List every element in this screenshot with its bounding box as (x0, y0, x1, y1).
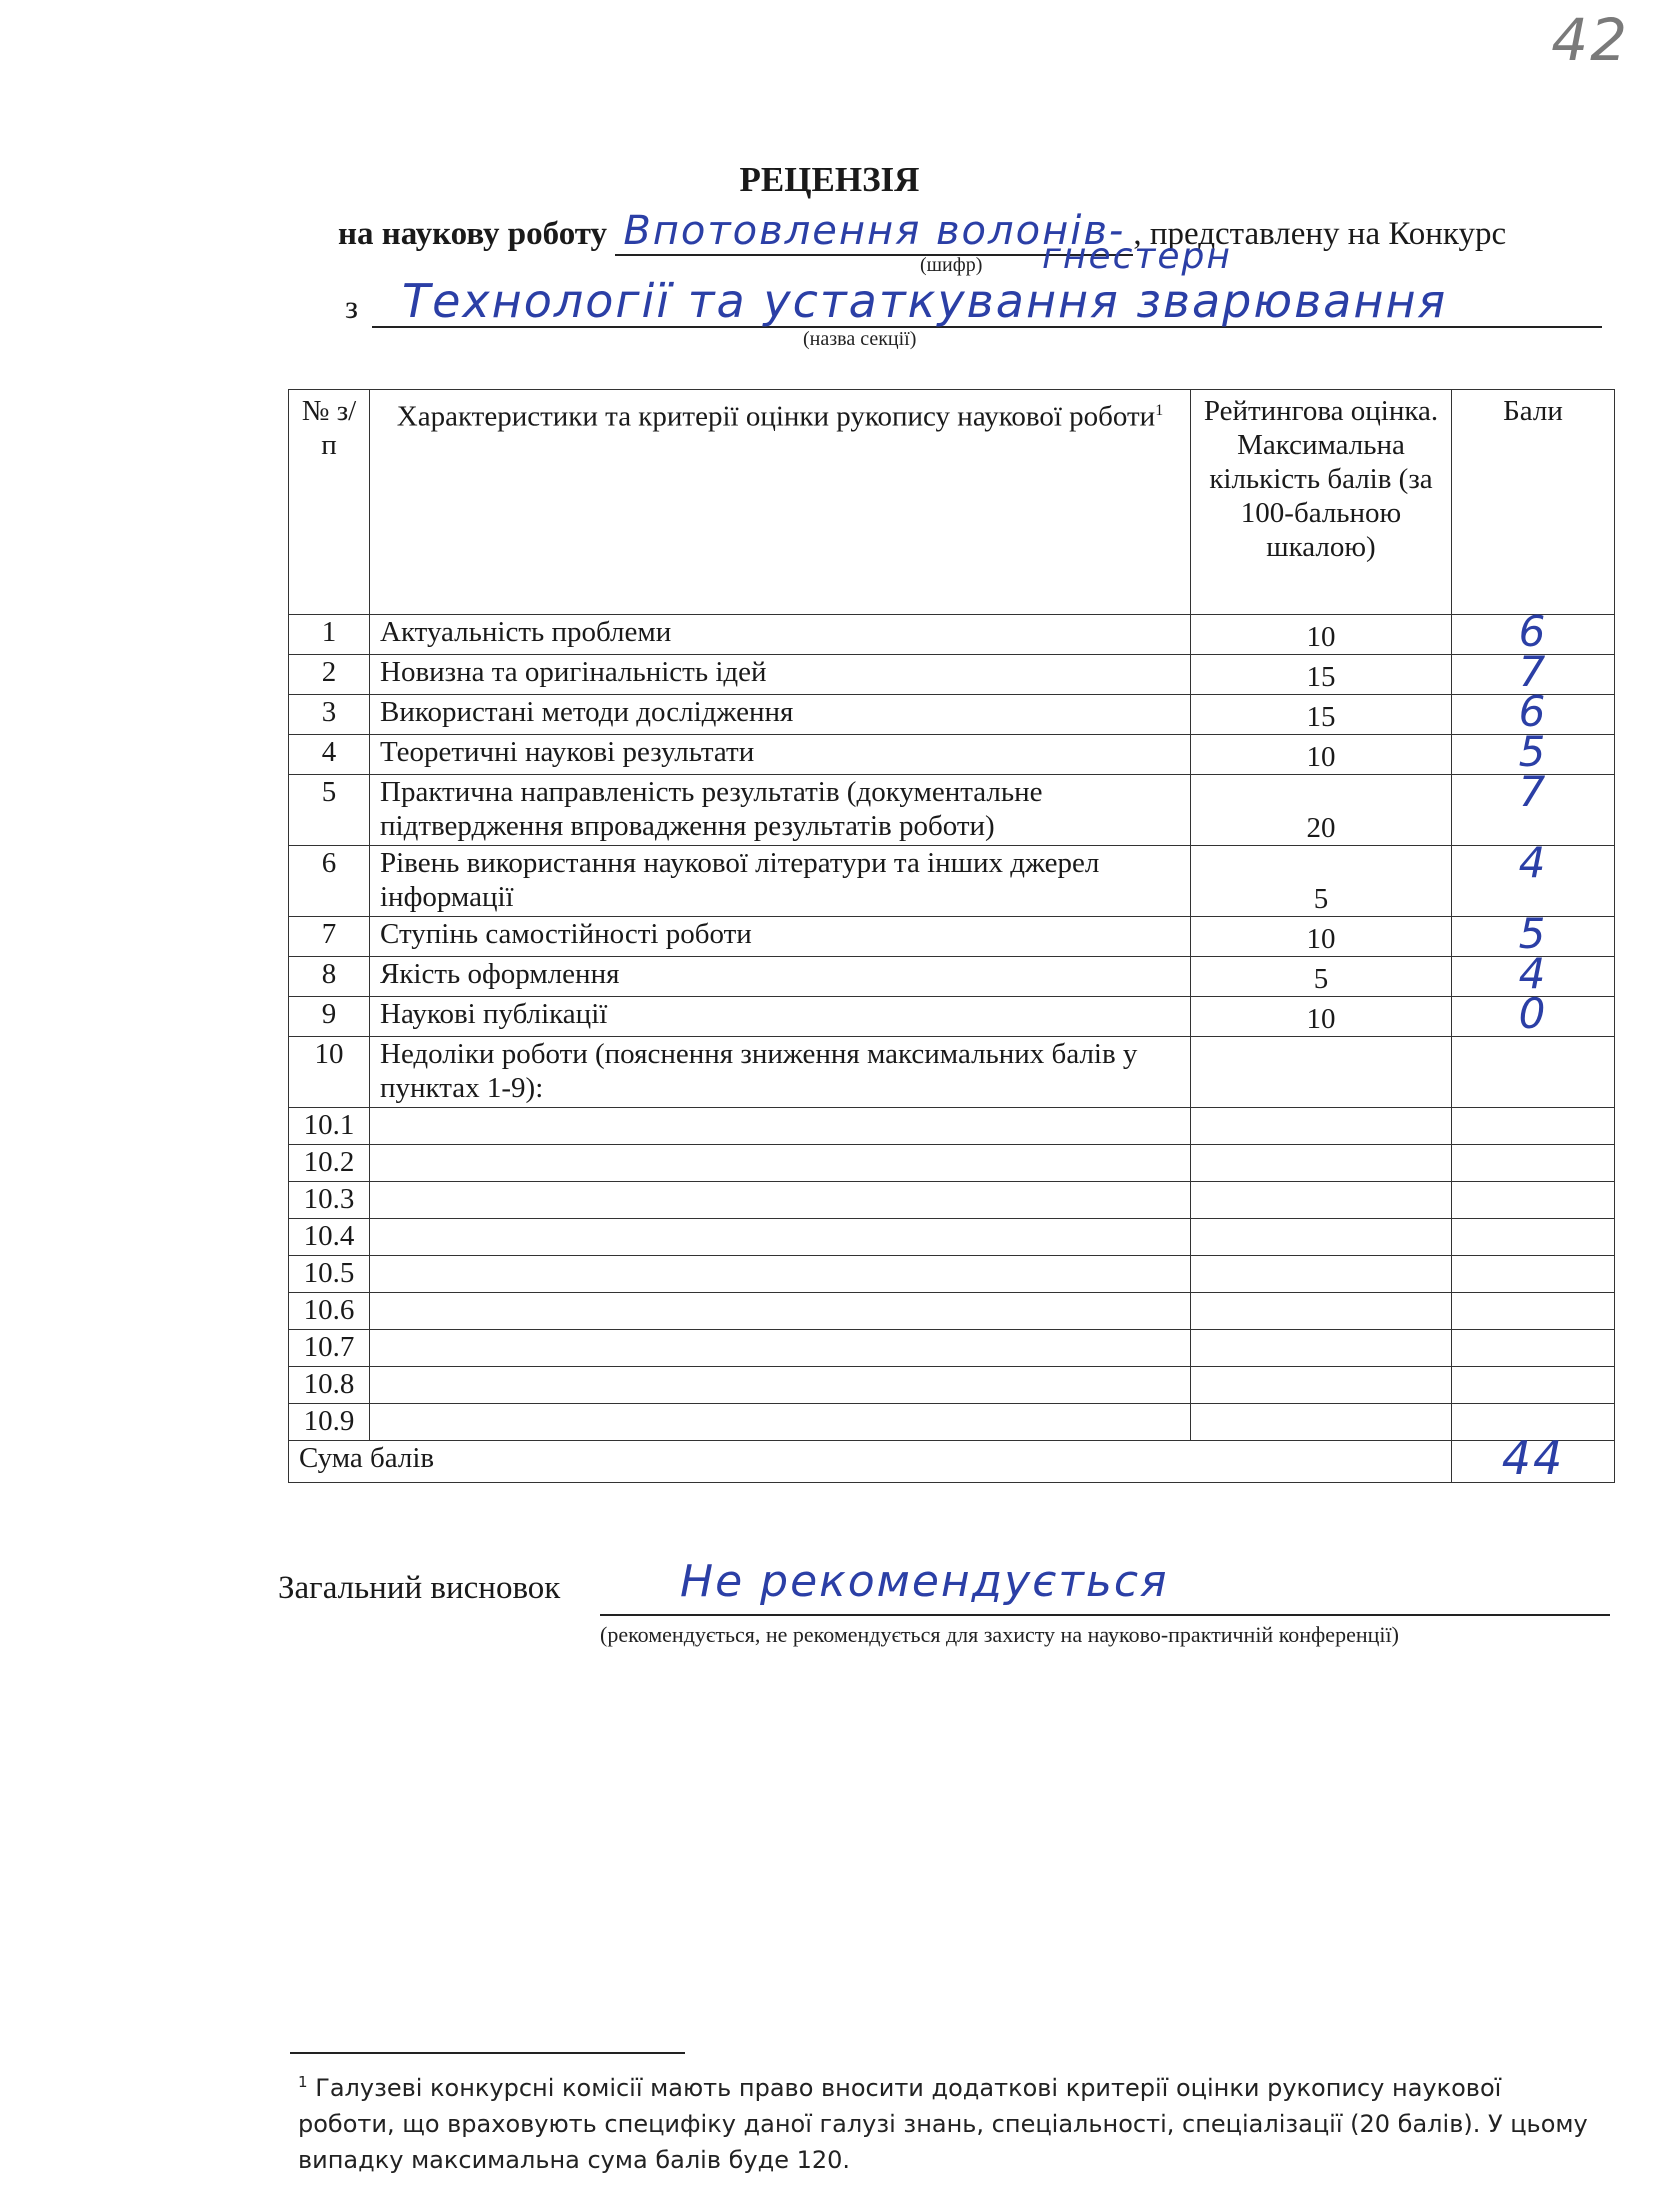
row-max (1191, 846, 1452, 917)
row-num-value: 9 (321, 998, 337, 1030)
footnote-divider (290, 2052, 685, 2054)
section-field (372, 274, 1602, 328)
subrow-num-value: 10.4 (303, 1220, 355, 1252)
header-max: Рейтингова оцінка. Максимальна кількість балів (за 100-бальною шкалою) (1191, 390, 1452, 615)
subrow-criteria (370, 1330, 1191, 1367)
row-max (1191, 1037, 1452, 1108)
row-criteria-value: Рівень використання наукової літератури та інших джерел інформації (380, 847, 1100, 913)
section-caption: (назва секції) (803, 328, 917, 350)
subrow-num (289, 1182, 370, 1219)
table-subrow (289, 1330, 1615, 1367)
row-max (1191, 655, 1452, 695)
subrow-max (1191, 1367, 1452, 1404)
row-criteria-value: Якість оформлення (380, 958, 620, 990)
row-num (289, 775, 370, 846)
subrow-num (289, 1367, 370, 1404)
subrow-num (289, 1145, 370, 1182)
work-line (338, 208, 1506, 256)
row-num-value: 1 (321, 616, 337, 648)
row-score-value: 4 (1518, 949, 1548, 998)
subrow-num (289, 1108, 370, 1145)
row-num (289, 997, 370, 1037)
subrow-num-value: 10.5 (303, 1257, 355, 1289)
row-num (289, 695, 370, 735)
subrow-criteria (370, 1404, 1191, 1441)
table-row (289, 615, 1615, 655)
sum-label-value: Сума балів (299, 1442, 435, 1474)
row-score-value: 7 (1518, 767, 1548, 816)
row-score (1452, 767, 1615, 846)
row-num (289, 846, 370, 917)
subrow-num (289, 1404, 370, 1441)
table-row (289, 695, 1615, 735)
row-num-value: 5 (321, 776, 337, 808)
row-criteria (370, 655, 1191, 695)
subrow-score (1452, 1293, 1615, 1330)
footnote-text: Галузеві конкурсні комісії мають право вносити додаткові критерії оцінки рукопису наукової роботи, що враховують специфіку даної галузі знань, спеціальності, спеціалізації (20 балів). У цьому випадку максимальна сума балів буде 120. (298, 2074, 1588, 2174)
row-max-value: 10 (1306, 1003, 1336, 1035)
row-num-value: 2 (321, 656, 337, 688)
row-criteria (370, 735, 1191, 775)
row-score-value: 4 (1518, 838, 1548, 887)
row-num (289, 1037, 370, 1108)
subrow-score (1452, 1219, 1615, 1256)
row-num (289, 655, 370, 695)
subrow-criteria (370, 1367, 1191, 1404)
header-criteria-text: Характеристики та критерії оцінки рукопису наукової роботи (396, 400, 1156, 433)
table-row (289, 655, 1615, 695)
row-num-value: 7 (321, 918, 337, 950)
subrow-criteria (370, 1108, 1191, 1145)
row-score-value: 6 (1518, 607, 1548, 656)
footnote-marker: 1 (298, 2073, 308, 2091)
row-criteria-value: Новизна та оригінальність ідей (380, 656, 767, 688)
subrow-num-value: 10.1 (303, 1109, 355, 1141)
cipher-handwritten-cont: гнестерн (1042, 236, 1232, 277)
subrow-max (1191, 1108, 1452, 1145)
table-subrow (289, 1367, 1615, 1404)
subrow-max (1191, 1182, 1452, 1219)
row-num-value: 6 (321, 847, 337, 879)
row-score (1452, 838, 1615, 917)
subrow-criteria (370, 1256, 1191, 1293)
row-max (1191, 917, 1452, 957)
work-label: на наукову роботу (338, 216, 608, 252)
row-max (1191, 615, 1452, 655)
section-handwritten: Технології та устаткування зварювання (402, 274, 1448, 328)
row-max-value: 10 (1306, 621, 1336, 653)
footnote-ref: 1 (1155, 402, 1164, 419)
row-criteria (370, 1037, 1191, 1108)
subrow-max (1191, 1219, 1452, 1256)
header-criteria (370, 390, 1191, 615)
table-row (289, 735, 1615, 775)
subrow-score (1452, 1330, 1615, 1367)
table-subrow (289, 1404, 1615, 1441)
criteria-table (288, 389, 1615, 1483)
row-max-value: 10 (1306, 741, 1336, 773)
row-max (1191, 735, 1452, 775)
subrow-num (289, 1330, 370, 1367)
subrow-max (1191, 1330, 1452, 1367)
row-criteria-value: Недоліки роботи (пояснення зниження максимальних балів у пунктах 1-9): (380, 1038, 1138, 1104)
row-criteria-value: Наукові публікації (380, 998, 608, 1030)
subrow-criteria (370, 1145, 1191, 1182)
row-max (1191, 775, 1452, 846)
sum-score-value: 44 (1501, 1431, 1565, 1485)
table-subrow (289, 1219, 1615, 1256)
subrow-max (1191, 1145, 1452, 1182)
submitted-text: , представлену на Конкурс (1133, 216, 1507, 252)
subrow-score (1452, 1367, 1615, 1404)
document-title: РЕЦЕНЗІЯ (739, 160, 920, 199)
subrow-score (1452, 1145, 1615, 1182)
row-score-value: 5 (1518, 909, 1548, 958)
table-row (289, 957, 1615, 997)
row-criteria (370, 615, 1191, 655)
table-subrow (289, 1145, 1615, 1182)
row-score (1452, 1037, 1615, 1108)
row-criteria (370, 695, 1191, 735)
page-number: 42 (1551, 6, 1629, 74)
section-prefix: з (345, 290, 359, 326)
table-row (289, 846, 1615, 917)
row-criteria-value: Теоретичні наукові результати (380, 736, 755, 768)
subrow-max (1191, 1293, 1452, 1330)
row-score-value: 5 (1518, 727, 1548, 776)
subrow-max (1191, 1404, 1452, 1441)
subrow-num-value: 10.6 (303, 1294, 355, 1326)
footnote (298, 2064, 1598, 2178)
row-criteria (370, 997, 1191, 1037)
subrow-score (1452, 1256, 1615, 1293)
row-criteria-value: Актуальність проблеми (380, 616, 672, 648)
row-max (1191, 997, 1452, 1037)
row-score (1452, 989, 1615, 1038)
table-subrow (289, 1182, 1615, 1219)
row-max (1191, 695, 1452, 735)
subrow-num-value: 10.8 (303, 1368, 355, 1400)
subrow-criteria (370, 1293, 1191, 1330)
table-header (289, 390, 1615, 615)
subrow-score (1452, 1182, 1615, 1219)
subrow-criteria (370, 1182, 1191, 1219)
subrow-num (289, 1256, 370, 1293)
row-criteria-value: Використані методи дослідження (380, 696, 794, 728)
row-score-value: 6 (1518, 687, 1548, 736)
table-subrow (289, 1256, 1615, 1293)
row-num (289, 957, 370, 997)
row-num (289, 735, 370, 775)
conclusion-caption: (рекомендується, не рекомендується для захисту на науково-практичній конференції) (600, 1622, 1399, 1647)
row-criteria (370, 846, 1191, 917)
conclusion-label: Загальний висновок (278, 1570, 561, 1606)
subrow-num-value: 10.2 (303, 1146, 355, 1178)
row-score-value: 7 (1518, 647, 1548, 696)
table-row (289, 775, 1615, 846)
sum-label (289, 1441, 1452, 1483)
sum-score (1452, 1431, 1615, 1485)
subrow-criteria (370, 1219, 1191, 1256)
subrow-num-value: 10.9 (303, 1405, 355, 1437)
row-num (289, 615, 370, 655)
table-row (289, 997, 1615, 1037)
header-score: Бали (1452, 390, 1615, 615)
row-score-value: 0 (1518, 989, 1548, 1038)
row-num-value: 10 (314, 1038, 344, 1070)
subrow-num-value: 10.3 (303, 1183, 355, 1215)
row-num-value: 8 (321, 958, 337, 990)
row-criteria (370, 957, 1191, 997)
row-num-value: 3 (321, 696, 337, 728)
row-criteria-value: Ступінь самостійності роботи (380, 918, 752, 950)
subrow-num (289, 1219, 370, 1256)
row-criteria (370, 775, 1191, 846)
header-num: № з/п (289, 390, 370, 615)
table-subrow (289, 1293, 1615, 1330)
row-max (1191, 957, 1452, 997)
subrow-max (1191, 1256, 1452, 1293)
table-row (289, 1037, 1615, 1108)
row-max-value: 15 (1306, 661, 1336, 693)
subrow-score (1452, 1108, 1615, 1145)
row-max-value: 5 (1313, 963, 1329, 995)
sum-row (289, 1441, 1615, 1483)
cipher-caption: (шифр) (920, 254, 983, 276)
row-max-value: 20 (1306, 812, 1336, 844)
conclusion-handwritten: Не рекомендується (680, 1556, 1169, 1607)
subrow-num (289, 1293, 370, 1330)
conclusion-field (600, 1556, 1610, 1616)
row-max-value: 15 (1306, 701, 1336, 733)
table-subrow (289, 1108, 1615, 1145)
subrow-num-value: 10.7 (303, 1331, 355, 1363)
row-criteria (370, 917, 1191, 957)
row-criteria-value: Практична направленість результатів (документальне підтвердження впровадження результатів роботи) (380, 776, 1043, 842)
row-max-value: 10 (1306, 923, 1336, 955)
row-num (289, 917, 370, 957)
table-row (289, 917, 1615, 957)
row-num-value: 4 (321, 736, 337, 768)
cipher-handwritten: Впотовлення волонів- (623, 208, 1126, 254)
row-max-value: 5 (1313, 883, 1329, 915)
